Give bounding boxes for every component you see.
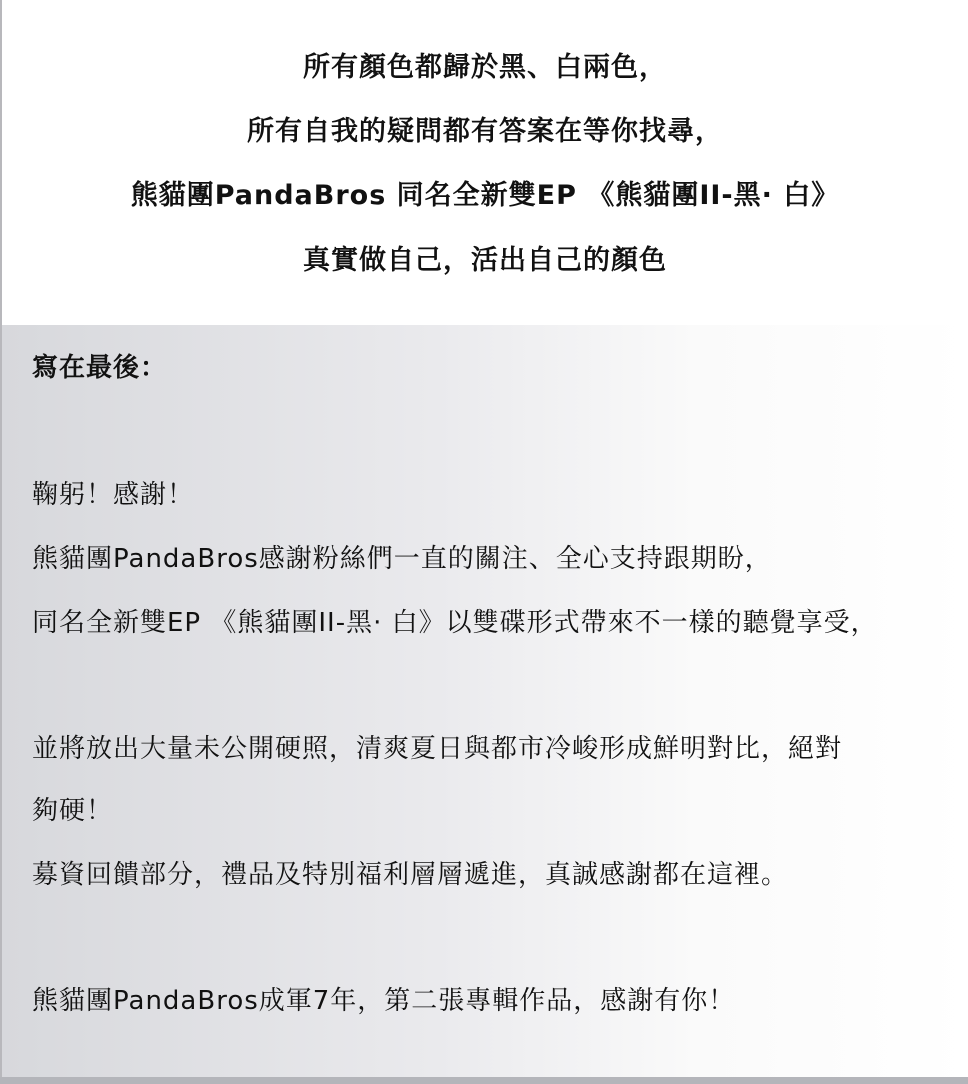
intro-line-1: 所有顏色都歸於黑、白兩色， — [303, 52, 667, 83]
closing-heading: 寫在最後： — [32, 353, 168, 383]
closing-line-6: 募資回饋部分，禮品及特別福利層層遞進，真誠感謝都在這裡。 — [32, 860, 789, 890]
intro-line-3: 熊貓團PandaBros 同名全新雙EP 《熊貓團II-黑· 白》 — [130, 180, 840, 211]
page-bottom-border — [0, 1077, 968, 1084]
closing-line-5: 夠硬！ — [32, 796, 114, 826]
closing-line-4: 並將放出大量未公開硬照，清爽夏日與都市冷峻形成鮮明對比，絕對 — [32, 734, 843, 764]
intro-section — [2, 0, 968, 325]
closing-line-2: 熊貓團PandaBros感謝粉絲們一直的關注、全心支持跟期盼， — [32, 544, 772, 574]
closing-line-3: 同名全新雙EP 《熊貓團II-黑· 白》以雙碟形式帶來不一樣的聽覺享受， — [32, 608, 878, 638]
closing-line-1: 鞠躬！感謝！ — [32, 480, 195, 510]
intro-line-4: 真實做自己，活出自己的顏色 — [303, 245, 667, 276]
intro-line-2: 所有自我的疑問都有答案在等你找尋， — [247, 116, 723, 147]
closing-section — [2, 325, 968, 1077]
closing-line-7: 熊貓團PandaBros成軍7年，第二張專輯作品，感謝有你！ — [32, 986, 736, 1016]
